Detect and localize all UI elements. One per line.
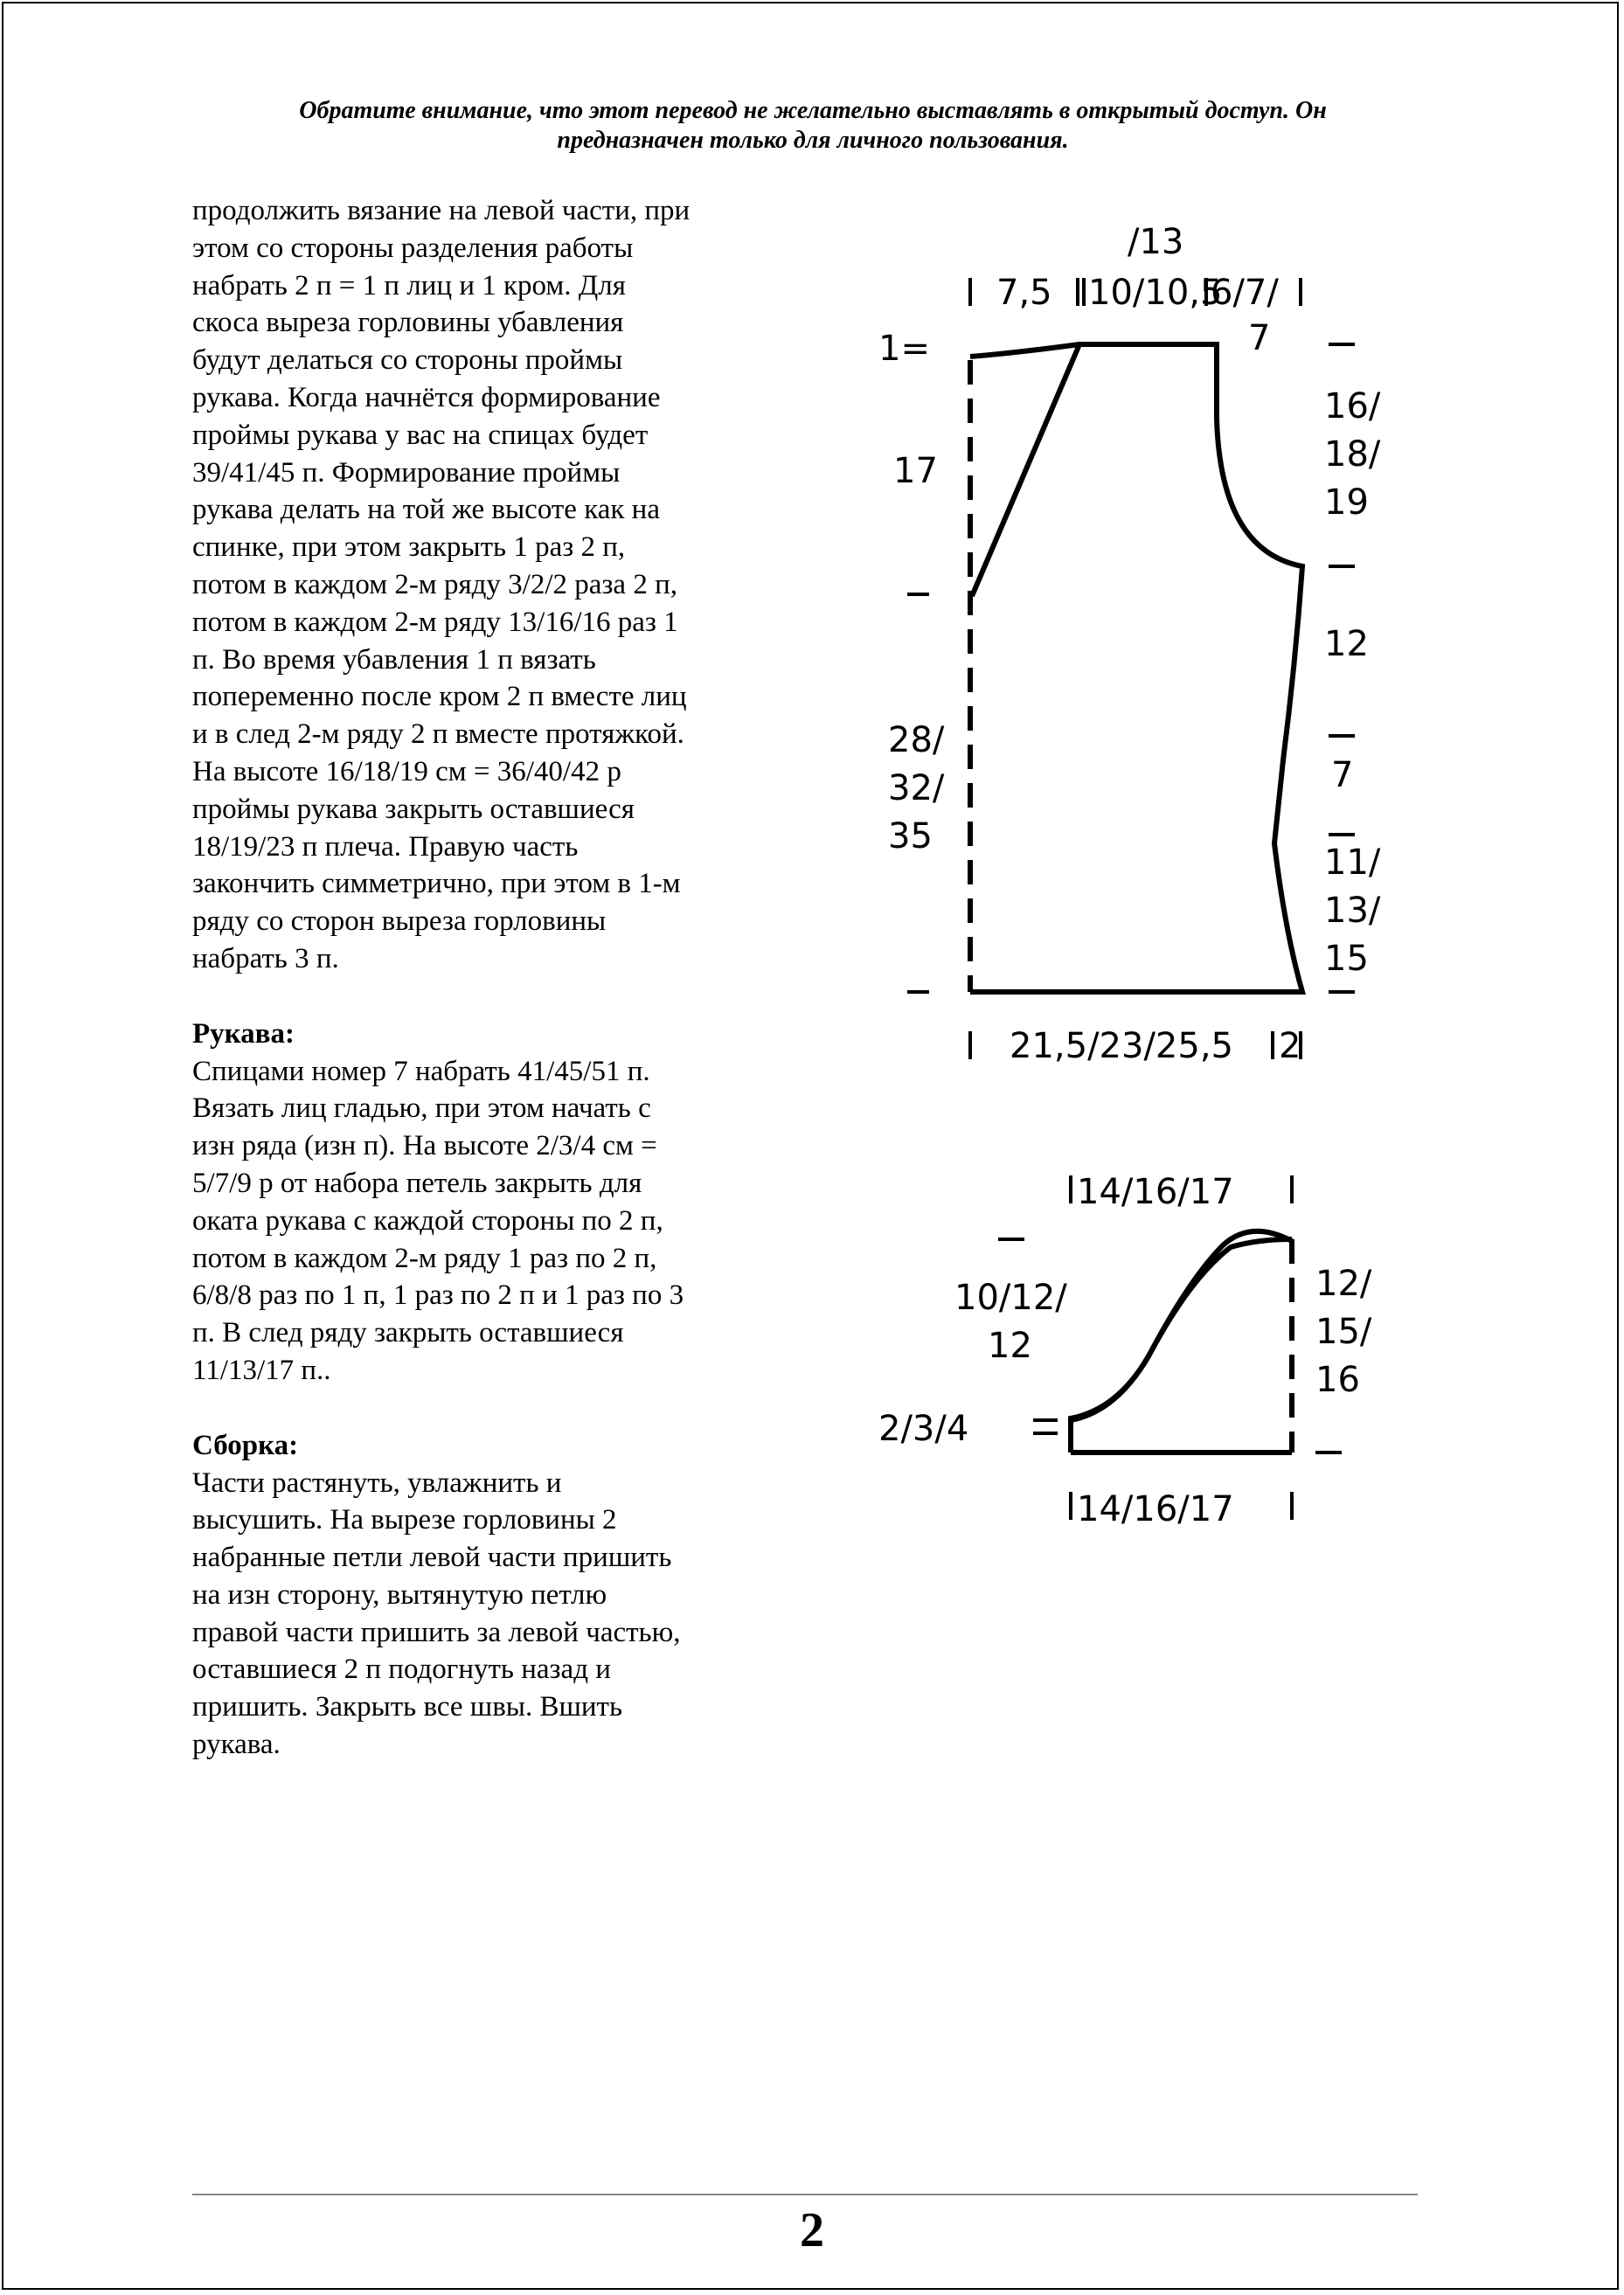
sleeve-label-bottom: 14/16/17 <box>1077 1489 1234 1529</box>
paragraph-front-left-line: этом со стороны разделения работы <box>192 232 634 264</box>
sleeve-ticks <box>998 1175 1342 1520</box>
heading-assembly: Сборка: <box>192 1429 299 1461</box>
page-number: 2 <box>800 2203 824 2257</box>
sleeve-label-right-12-1: 12/ <box>1315 1264 1372 1304</box>
sleeve-label-left-10-1: 10/12/ <box>954 1278 1067 1318</box>
paragraph-assembly-line: оставшиеся 2 п подогнуть назад и <box>192 1654 611 1686</box>
paragraph-front-left-line: На высоте 16/18/19 см = 36/40/42 р <box>192 755 621 787</box>
notice-line-1: Обратите внимание, что этот перевод не желательно выставлять в открытый доступ. Он <box>299 97 1327 124</box>
label-top-13: /13 <box>1128 222 1184 262</box>
paragraph-front-left-line: потом в каждом 2-м ряду 3/2/2 раза 2 п, <box>192 568 677 600</box>
paragraph-front-left-line: продолжить вязание на левой части, при <box>192 195 691 226</box>
footer-rule <box>192 2194 1418 2195</box>
paragraph-assembly-line: на изн сторону, вытянутую петлю <box>192 1578 607 1611</box>
paragraph-front-left-line: 39/41/45 п. Формирование проймы <box>192 456 621 489</box>
paragraph-front-left-line: будут делаться со стороны проймы <box>192 344 623 377</box>
paragraph-front-left <box>192 192 795 978</box>
paragraph-sleeves-line: изн ряда (изн п). На высоте 2/3/4 см = <box>192 1130 657 1162</box>
paragraph-sleeves-line: 11/13/17 п.. <box>192 1354 331 1386</box>
label-right-16-3: 19 <box>1324 482 1369 523</box>
front-outline <box>970 344 1302 992</box>
neck-bevel-line <box>972 344 1079 596</box>
paragraph-front-left-line: набрать 3 п. <box>192 942 339 974</box>
paragraph-front-left-line: 18/19/23 п плеча. Правую часть <box>192 830 579 863</box>
label-top-10: 10/10,5 <box>1088 273 1223 313</box>
paragraph-sleeves-line: потом в каждом 2-м ряду 1 раз по 2 п, <box>192 1242 657 1274</box>
paragraph-front-left-line: рукава делать на той же высоте как на <box>192 494 660 526</box>
paragraph-sleeves-line: Спицами номер 7 набрать 41/45/51 п. <box>192 1055 650 1087</box>
paragraph-front-left-line: проймы рукава у вас на спицах будет <box>192 419 649 451</box>
label-top-7-5: 7,5 <box>996 273 1052 313</box>
notice-line-2: предназначен только для личного пользования. <box>557 127 1069 154</box>
paragraph-sleeves-line: Вязать лиц гладью, при этом начать с <box>192 1092 651 1125</box>
sleeve-label-right-12-3: 16 <box>1315 1360 1360 1400</box>
paragraph-front-left-line: проймы рукава закрыть оставшиеся <box>192 793 635 825</box>
paragraph-front-left-line: и в след 2-м ряду 2 п вместе протяжкой. <box>192 718 684 751</box>
paragraph-sleeves <box>192 1053 795 1390</box>
label-right-11-1: 11/ <box>1324 842 1381 883</box>
paragraph-assembly-line: набранные петли левой части пришить <box>192 1542 672 1574</box>
paragraph-front-left-line: п. Во время убавления 1 п вязать <box>192 643 596 676</box>
paragraph-front-left-line: попеременно после кром 2 п вместе лиц <box>192 681 687 713</box>
label-right-16-1: 16/ <box>1324 386 1381 426</box>
paragraph-assembly-line: правой части пришить за левой частью, <box>192 1616 681 1648</box>
label-right-11-3: 15 <box>1324 939 1369 979</box>
sleeve-cap-curve <box>1071 1239 1292 1420</box>
sleeve-label-right-12-2: 15/ <box>1315 1312 1372 1352</box>
label-left-28-2: 32/ <box>888 768 945 808</box>
sleeve-outline <box>1071 1231 1292 1451</box>
pattern-diagrams <box>839 201 1503 1564</box>
paragraph-front-left-line: рукава. Когда начнётся формирование <box>192 381 661 413</box>
label-right-12: 12 <box>1324 624 1369 664</box>
label-left-1: 1= <box>878 329 930 369</box>
label-top-7: 7 <box>1248 318 1271 358</box>
paragraph-front-left-line: скоса выреза горловины убавления <box>192 307 624 339</box>
paragraph-assembly-line: пришить. Закрыть все швы. Вшить <box>192 1691 623 1723</box>
paragraph-front-left-line: потом в каждом 2-м ряду 13/16/16 раз 1 <box>192 606 678 638</box>
paragraph-assembly-line: Части растянуть, увлажнить и <box>192 1466 562 1499</box>
sleeve-label-top: 14/16/17 <box>1077 1172 1234 1212</box>
paragraph-front-left-line: закончить симметрично, при этом в 1-м <box>192 868 681 900</box>
pattern-svg <box>839 201 1503 1564</box>
paragraph-sleeves-line: 5/7/9 р от набора петель закрыть для <box>192 1167 642 1199</box>
label-right-16-2: 18/ <box>1324 434 1381 475</box>
paragraph-assembly-line: рукава. <box>192 1729 281 1761</box>
paragraph-front-left-line: ряду со сторон выреза горловины <box>192 905 607 938</box>
heading-sleeves: Рукава: <box>192 1017 295 1050</box>
sleeve-label-left-2: 2/3/4 <box>878 1409 969 1449</box>
label-right-11-2: 13/ <box>1324 891 1381 931</box>
sleeve-piece-schematic <box>1071 1231 1292 1453</box>
paragraph-front-left-line: спинке, при этом закрыть 1 раз 2 п, <box>192 531 626 564</box>
paragraph-sleeves-line: 6/8/8 раз по 1 п, 1 раз по 2 п и 1 раз по 3 <box>192 1279 684 1312</box>
label-left-28-3: 35 <box>888 816 933 856</box>
paragraph-sleeves-line: п. В след ряду закрыть оставшиеся <box>192 1317 624 1349</box>
label-left-28-1: 28/ <box>888 720 945 760</box>
front-piece-schematic <box>970 344 1302 992</box>
sleeve-label-left-10-2: 12 <box>988 1326 1032 1366</box>
paragraph-assembly-line: высушить. На вырезе горловины 2 <box>192 1504 617 1536</box>
paragraph-assembly <box>192 1465 795 1764</box>
paragraph-front-left-line: набрать 2 п = 1 п лиц и 1 кром. Для <box>192 269 626 302</box>
translation-notice <box>175 96 1451 156</box>
paragraph-sleeves-line: оката рукава с каждой стороны по 2 п, <box>192 1204 663 1237</box>
instructions-text <box>192 192 795 1764</box>
label-top-16: 6/7/ <box>1211 273 1279 313</box>
label-bottom-21: 21,5/23/25,5 <box>1010 1026 1233 1066</box>
label-left-17: 17 <box>893 451 938 491</box>
label-bottom-2: 2 <box>1279 1026 1301 1066</box>
label-right-7: 7 <box>1331 755 1354 795</box>
